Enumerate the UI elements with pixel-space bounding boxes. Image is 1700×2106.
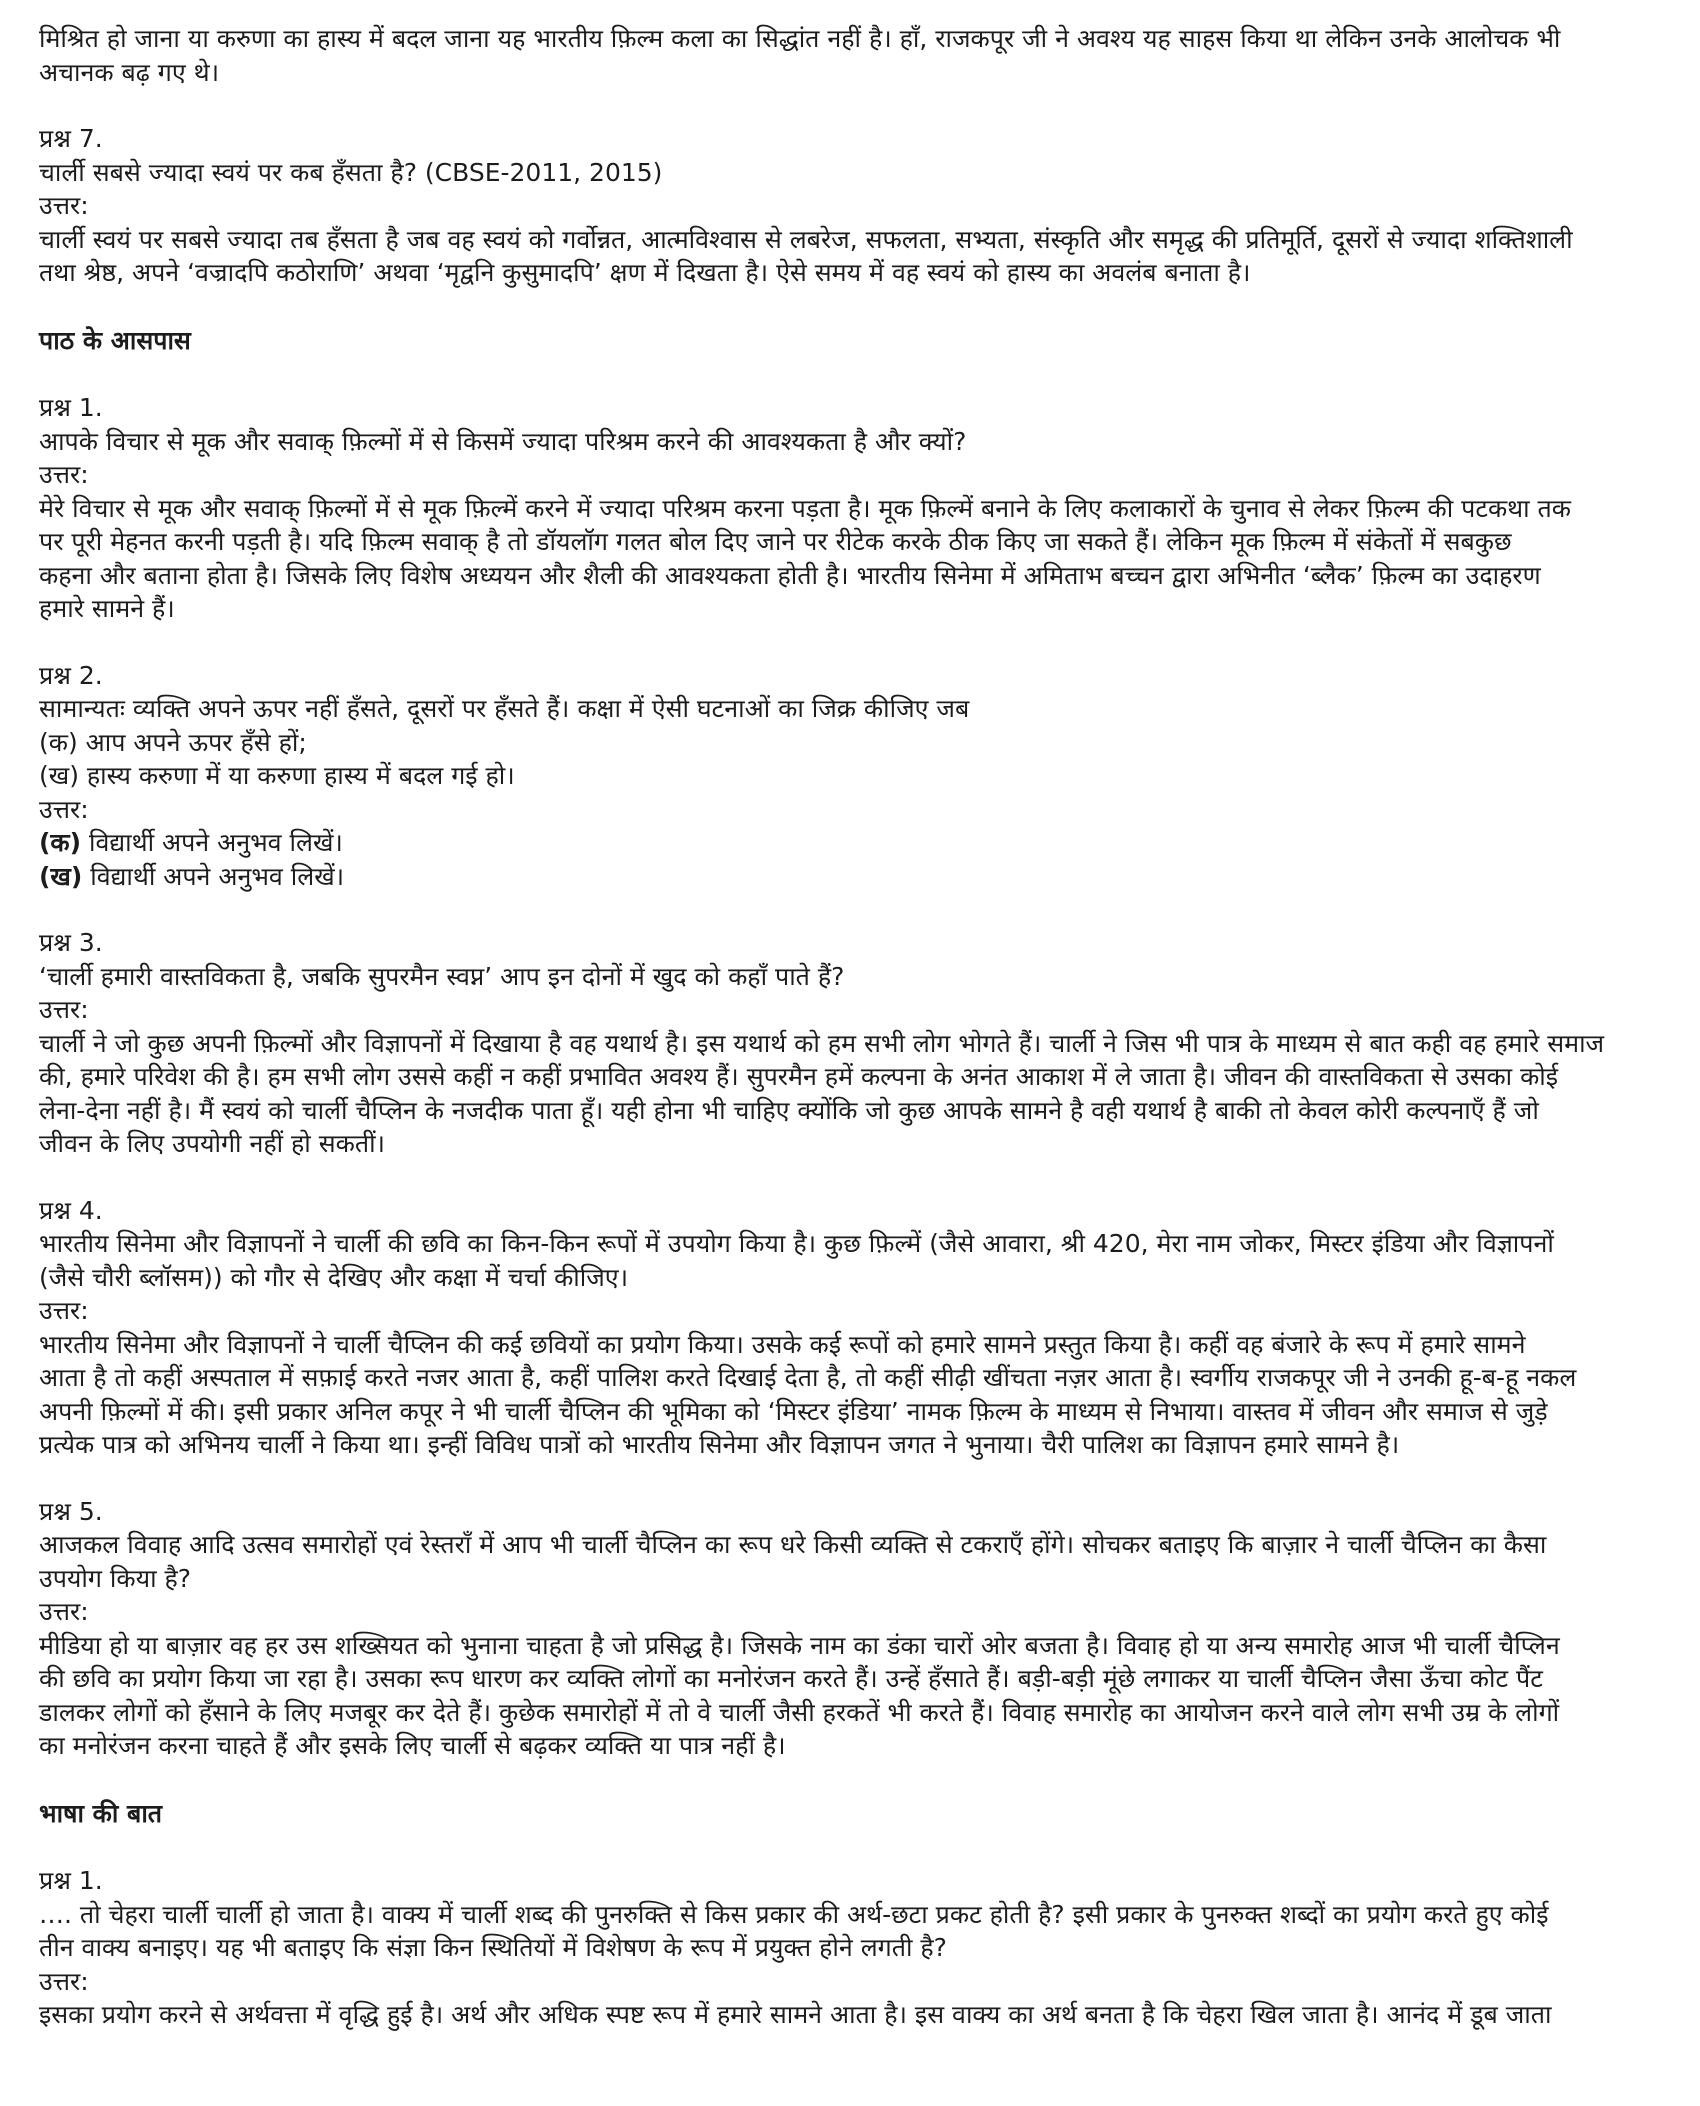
question-block bbox=[39, 391, 1669, 626]
answer-text: आता है तो कहीं अस्पताल में सफ़ाई करते नजर आता है, कहीं पालिश करते दिखाई देता है, तो कहीं सीढ़ी खींचता नज़र आता है। स्वर्गीय राजकपूर जी ने उनकी हू-ब-हू नकल bbox=[39, 1363, 1577, 1392]
answer-part bbox=[39, 860, 1669, 894]
section-heading: भाषा की बात bbox=[39, 1798, 163, 1828]
question-block bbox=[39, 1194, 1669, 1462]
question-text: उपयोग किया है? bbox=[39, 1563, 192, 1593]
question-block bbox=[39, 1864, 1669, 2032]
answer-text: की छवि का प्रयोग किया जा रहा है। उसका रूप धारण कर व्यक्ति लोगों का मनोरंजन करते हैं। उन्हें हँसाते हैं। बड़ी-बड़ी मूंछे लगाकर या चार्ली चैप्लिन जैसा ऊँचा कोट पैंट bbox=[39, 1664, 1543, 1693]
question-text: (ख) हास्य करुणा में या करुणा हास्य में बदल गई हो। bbox=[39, 761, 515, 790]
question-block-7 bbox=[39, 122, 1669, 290]
text-line: अचानक बढ़ गए थे। bbox=[39, 57, 220, 87]
answer-text: जीवन के लिए उपयोगी नहीं हो सकतीं। bbox=[39, 1129, 386, 1158]
answer-text: विद्यार्थी अपने अनुभव लिखें। bbox=[81, 828, 343, 857]
answer-label: उत्तर: bbox=[39, 1597, 89, 1626]
question-label: प्रश्न 1. bbox=[39, 393, 103, 422]
answer-marker: (क) bbox=[39, 828, 82, 857]
question-label: प्रश्न 3. bbox=[39, 928, 103, 957]
answer-text: भारतीय सिनेमा और विज्ञापनों ने चार्ली चैप्लिन की कई छवियों का प्रयोग किया। उसके कई रूपों को हमारे सामने प्रस्तुत किया है। कहीं वह बंजारे के रूप में हमारे सामने bbox=[39, 1329, 1526, 1359]
document-page bbox=[39, 22, 1669, 2032]
question-block bbox=[39, 659, 1669, 894]
answer-text: मीडिया हो या बाज़ार वह हर उस शख्सियत को भुनाना चाहता है जो प्रसिद्ध है। जिसके नाम का डंका चारों ओर बजता है। विवाह हो या अन्य समारोह आज भी चार्ली चैप्लिन bbox=[39, 1630, 1560, 1660]
answer-text: की, हमारे परिवेश की है। हम सभी लोग उससे कहीं न कहीं प्रभावित अवश्य हैं। सुपरमैन हमें कल्पना के अनंत आकाश में ले जाता है। जीवन की वास्तविकता से उसका कोई bbox=[39, 1062, 1559, 1091]
answer-label: उत्तर: bbox=[39, 460, 89, 489]
question-block bbox=[39, 926, 1669, 1161]
answer-text: इसका प्रयोग करने से अर्थवत्ता में वृद्धि हुई है। अर्थ और अधिक स्पष्ट रूप में हमारे सामने आता है। इस वाक्य का अर्थ बनता है कि चेहरा खिल जाता है। आनंद में डूब जाता bbox=[39, 2000, 1552, 2029]
answer-label: उत्तर: bbox=[39, 1296, 89, 1325]
question-block bbox=[39, 1495, 1669, 1763]
answer-text: पर पूरी मेहनत करनी पड़ती है। यदि फ़िल्म सवाक् है तो डॉयलॉग गलत बोल दिए जाने पर रीटेक करके ठीक किए जा सकते हैं। लेकिन मूक फ़िल्म में संकेतों में सबकुछ bbox=[39, 527, 1512, 556]
answer-label: उत्तर: bbox=[39, 995, 89, 1024]
answer-label: उत्तर: bbox=[39, 794, 89, 824]
answer-label: उत्तर: bbox=[39, 191, 89, 220]
question-label: प्रश्न 5. bbox=[39, 1496, 103, 1526]
question-text: (क) आप अपने ऊपर हँसे हों; bbox=[39, 727, 307, 757]
answer-text: लेना-देना नहीं है। मैं स्वयं को चार्ली चैप्लिन के नजदीक पाता हूँ। यही होना भी चाहिए क्योंकि जो कुछ आपके सामने है वही यथार्थ है बाकी तो केवल कोरी कल्पनाएँ हैं जो bbox=[39, 1095, 1539, 1125]
intro-paragraph bbox=[39, 22, 1669, 89]
question-text: आपके विचार से मूक और सवाक् फ़िल्मों में से किसमें ज्यादा परिश्रम करने की आवश्यकता है और क्यों? bbox=[39, 426, 967, 456]
question-text: आजकल विवाह आदि उत्सव समारोहों एवं रेस्तराँ में आप भी चार्ली चैप्लिन का रूप धरे किसी व्यक्ति से टकराएँ होंगे। सोचकर बताइए कि बाज़ार ने चार्ली चैप्लिन का कैसा bbox=[39, 1530, 1547, 1559]
question-text: ‘चार्ली हमारी वास्तविकता है, जबकि सुपरमैन स्वप्न’ आप इन दोनों में खुद को कहाँ पाते हैं? bbox=[39, 961, 845, 991]
question-label: प्रश्न 1. bbox=[39, 1866, 103, 1895]
question-text: सामान्यतः व्यक्ति अपने ऊपर नहीं हँसते, दूसरों पर हँसते हैं। कक्षा में ऐसी घटनाओं का जिक्र कीजिए जब bbox=[39, 694, 970, 723]
answer-text: चार्ली ने जो कुछ अपनी फ़िल्मों और विज्ञापनों में दिखाया है वह यथार्थ है। इस यथार्थ को हम सभी लोग भोगते हैं। चार्ली ने जिस भी पात्र के माध्यम से बात कही वह हमारे समाज bbox=[39, 1028, 1605, 1058]
question-text: …. तो चेहरा चार्ली चार्ली हो जाता है। वाक्य में चार्ली शब्द की पुनरुक्ति से किस प्रकार की अर्थ-छटा प्रकट होती है? इसी प्रकार के पुनरुक्त शब्दों का प्रयोग करते हुए कोई bbox=[39, 1899, 1549, 1929]
answer-label: उत्तर: bbox=[39, 1966, 89, 1996]
answer-text: चार्ली स्वयं पर सबसे ज्यादा तब हँसता है जब वह स्वयं को गर्वोन्नत, आत्मविश्वास से लबरेज, सफलता, सभ्यता, संस्कृति और समृद्ध की प्रतिमूर्ति, दूसरों से ज्यादा शक्तिशाली bbox=[39, 224, 1573, 254]
answer-text: विद्यार्थी अपने अनुभव लिखें। bbox=[82, 861, 345, 891]
answer-text: डालकर लोगों को हँसाने के लिए मजबूर कर देते हैं। कुछेक समारोहों में तो वे चार्ली जैसी हरकतें भी करते हैं। विवाह समारोह का आयोजन करने वाले लोग सभी उम्र के लोगों bbox=[39, 1697, 1560, 1727]
answer-text: अपनी फ़िल्मों में की। इसी प्रकार अनिल कपूर ने भी चार्ली चैप्लिन की भूमिका को ‘मिस्टर इंडिया’ नामक फ़िल्म के माध्यम से निभाया। वास्तव में जीवन और समाज से जुड़े bbox=[39, 1396, 1548, 1426]
question-text: चार्ली सबसे ज्यादा स्वयं पर कब हँसता है? (CBSE-2011, 2015) bbox=[39, 157, 663, 187]
answer-text: का मनोरंजन करना चाहते हैं और इसके लिए चार्ली से बढ़कर व्यक्ति या पात्र नहीं है। bbox=[39, 1731, 786, 1760]
answer-text: मेरे विचार से मूक और सवाक् फ़िल्मों में से मूक फ़िल्में करने में ज्यादा परिश्रम करना पड़ता है। मूक फ़िल्में बनाने के लिए कलाकारों के चुनाव से लेकर फ़िल्म की पटकथा तक bbox=[39, 493, 1572, 523]
section-heading: पाठ के आसपास bbox=[39, 325, 191, 355]
answer-part bbox=[39, 826, 1669, 860]
answer-text: कहना और बताना होता है। जिसके लिए विशेष अध्ययन और शैली की आवश्यकता होती है। भारतीय सिनेमा में अमिताभ बच्चन द्वारा अभिनीत ‘ब्लैक’ फ़िल्म का उदाहरण bbox=[39, 560, 1541, 590]
answer-text: तथा श्रेष्ठ, अपने ‘वज्रादपि कठोराणि’ अथवा ‘मृद्वनि कुसुमादपि’ क्षण में दिखता है। ऐसे समय में वह स्वयं को हास्य का अवलंब बनाता है। bbox=[39, 258, 1251, 287]
question-label: प्रश्न 2. bbox=[39, 660, 103, 690]
question-text: भारतीय सिनेमा और विज्ञापनों ने चार्ली की छवि का किन-किन रूपों में उपयोग किया है। कुछ फ़िल्में (जैसे आवारा, श्री 420, मेरा नाम जोकर, मिस्टर इंडिया और विज्ञापनों bbox=[39, 1229, 1554, 1258]
question-label: प्रश्न 7. bbox=[39, 124, 103, 153]
answer-text: प्रत्येक पात्र को अभिनय चार्ली ने किया था। इन्हीं विविध पात्रों को भारतीय सिनेमा और विज्ञापन जगत ने भुनाया। चैरी पालिश का विज्ञापन हमारे सामने है। bbox=[39, 1430, 1400, 1459]
question-text: (जैसे चौरी ब्लॉसम)) को गौर से देखिए और कक्षा में चर्चा कीजिए। bbox=[39, 1262, 629, 1292]
question-label: प्रश्न 4. bbox=[39, 1195, 103, 1225]
answer-marker: (ख) bbox=[39, 861, 83, 891]
answer-text: हमारे सामने हैं। bbox=[39, 594, 175, 623]
question-text: तीन वाक्य बनाइए। यह भी बताइए कि संज्ञा किन स्थितियों में विशेषण के रूप में प्रयुक्त होने लगती है? bbox=[39, 1933, 947, 1962]
text-line: मिश्रित हो जाना या करुणा का हास्य में बदल जाना यह भारतीय फ़िल्म कला का सिद्धांत नहीं है। हाँ, राजकपूर जी ने अवश्य यह साहस किया था लेकिन उनके आलोचक भी bbox=[39, 24, 1561, 53]
